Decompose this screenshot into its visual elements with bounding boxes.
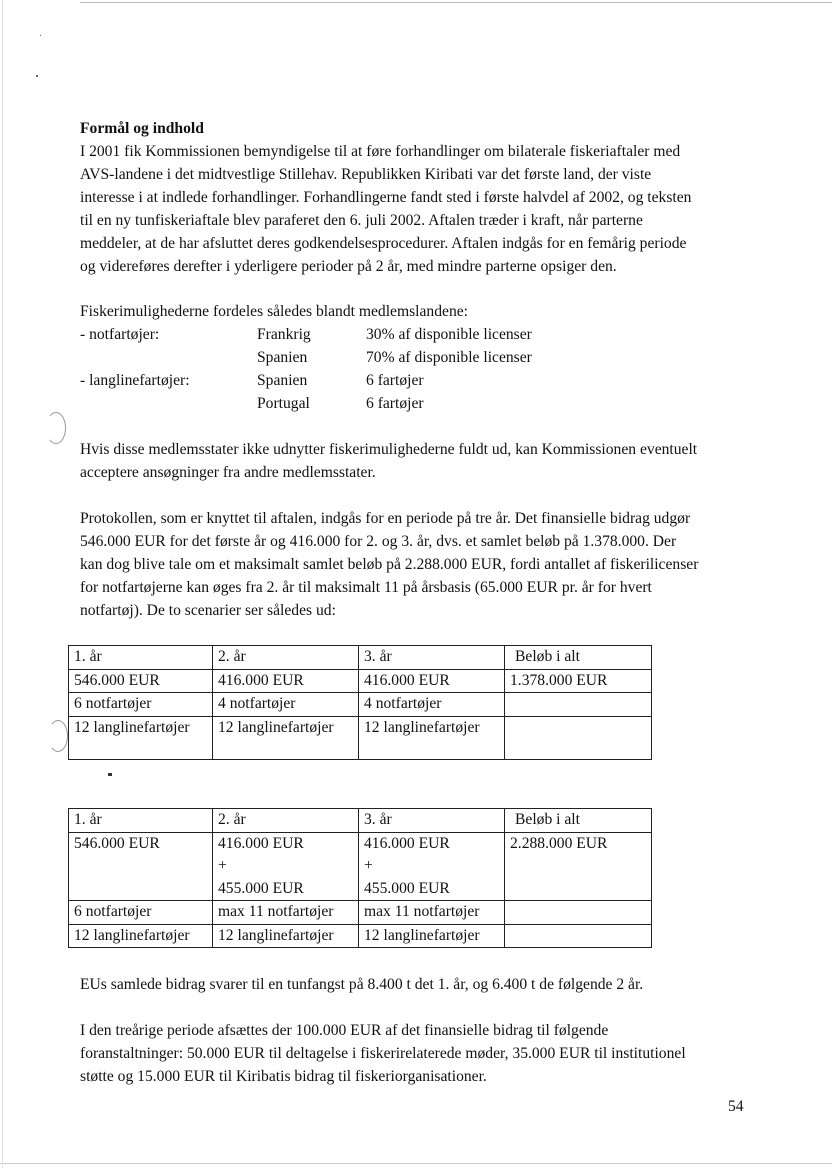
table-cell-multiline (359, 832, 505, 901)
paragraph-line: og videreføres derefter i yderligere perioder på 2 år, med mindre parterne opsiger den. (80, 258, 617, 275)
allocation-country: Frankrig (257, 326, 311, 343)
paragraph-line: AVS-landene i det midtvestlige Stillehav. Republikken Kiribati var det første land, der viste (80, 166, 652, 183)
scan-top-edge (80, 2, 832, 3)
scenario-table-2 (68, 808, 652, 948)
paragraph-line: til en ny tunfiskeriaftale blev paraferet den 6. juli 2002. Aftalen træder i kraft, når parterne (80, 212, 643, 229)
cell-line: 455.000 EUR (364, 879, 450, 897)
table-cell: 12 langlinefartøjer (213, 924, 359, 948)
table-cell: 2.288.000 EUR (505, 832, 652, 901)
table-header-cell: 3. år (359, 809, 505, 833)
table-header-cell: 1. år (69, 646, 213, 670)
paragraph-line: EUs samlede bidrag svarer til en tunfangst på 8.400 t det 1. år, og 6.400 t de følgende 2 år. (80, 976, 644, 993)
allocation-country: Portugal (257, 395, 310, 412)
allocation-type: - langlinefartøjer: (80, 372, 190, 389)
table-header-cell: 3. år (359, 646, 505, 670)
table-cell: 546.000 EUR (69, 832, 213, 901)
allocation-share: 6 fartøjer (366, 395, 424, 412)
allocation-country: Spanien (257, 372, 308, 389)
paragraph-line: meddeler, at de har afsluttet deres godkendelsesprocedurer. Aftalen indgås for en femårig periode (80, 235, 687, 252)
table-cell (505, 901, 652, 925)
table-cell (505, 716, 652, 759)
paragraph-line: I 2001 fik Kommissionen bemyndigelse til at føre forhandlinger om bilaterale fiskeriaftaler med (80, 143, 681, 160)
table-row (69, 669, 652, 693)
table-cell: 4 notfartøjer (359, 693, 505, 717)
paragraph-line: notfartøj). De to scenarier ser således ud: (80, 602, 336, 619)
table-row (69, 924, 652, 948)
section-heading: Formål og indhold (80, 120, 204, 137)
table-row (69, 832, 652, 901)
paragraph-line: Protokollen, som er knyttet til aftalen, indgås for en periode på tre år. Det finansielle bidrag udgør (80, 510, 691, 527)
allocation-share: 30% af disponible licenser (366, 326, 532, 343)
cell-line: 416.000 EUR (364, 834, 450, 852)
punch-hole-mark (46, 412, 66, 444)
paragraph-line: støtte og 15.000 EUR til Kiribatis bidrag til fiskeriorganisationer. (80, 1068, 487, 1085)
punch-hole-mark (48, 720, 68, 752)
table-cell: 12 langlinefartøjer (359, 924, 505, 948)
paragraph-line: interesse i at indlede forhandlinger. Forhandlingerne fandt sted i første halvdel af 2002, og teksten (80, 189, 692, 206)
scan-left-edge (2, 0, 3, 1168)
table-cell: 1.378.000 EUR (505, 669, 652, 693)
allocation-share: 6 fartøjer (366, 372, 424, 389)
table-cell: 6 notfartøjer (69, 901, 213, 925)
allocation-country: Spanien (257, 349, 308, 366)
table-cell: max 11 notfartøjer (213, 901, 359, 925)
table-row (69, 693, 652, 717)
table-cell (505, 924, 652, 948)
paragraph-line: 546.000 EUR for det første år og 416.000 for 2. og 3. år, dvs. et samlet beløb på 1.378.000. Der (80, 533, 677, 550)
cell-line: 455.000 EUR (218, 879, 304, 897)
table-header-row (69, 646, 652, 670)
table-header-cell: 2. år (213, 646, 359, 670)
paragraph-line: Hvis disse medlemsstater ikke udnytter fiskerimulighederne fuldt ud, kan Kommissionen eventuelt (80, 441, 698, 458)
table-cell: max 11 notfartøjer (359, 901, 505, 925)
table-cell: 416.000 EUR (359, 669, 505, 693)
table-cell: 12 langlinefartøjer (213, 716, 359, 759)
table-header-cell: 1. år (69, 809, 213, 833)
paragraph-line: foranstaltninger: 50.000 EUR til deltagelse i fiskerirelaterede møder, 35.000 EUR til institutionel (80, 1045, 686, 1062)
paragraph-line: kan dog blive tale om et maksimalt samlet beløb på 2.288.000 EUR, fordi antallet af fiskerilicenser (80, 556, 699, 573)
table-header-cell: Beløb i alt (505, 809, 652, 833)
table-cell: 546.000 EUR (69, 669, 213, 693)
paragraph-line: I den treårige periode afsættes der 100.000 EUR af det finansielle bidrag til følgende (80, 1022, 609, 1039)
paragraph-line: acceptere ansøgninger fra andre medlemsstater. (80, 464, 376, 481)
cell-line: 416.000 EUR (218, 834, 304, 852)
page-number: 54 (728, 1098, 744, 1115)
table-cell: 416.000 EUR (213, 669, 359, 693)
table-cell: 4 notfartøjer (213, 693, 359, 717)
table-header-row (69, 809, 652, 833)
table-cell (505, 693, 652, 717)
scenario-table-1 (68, 645, 652, 760)
allocation-type: - notfartøjer: (80, 326, 160, 343)
cell-line: + (218, 857, 227, 874)
table-cell: 6 notfartøjer (69, 693, 213, 717)
table-row (69, 901, 652, 925)
allocation-intro: Fiskerimulighederne fordeles således blandt medlemslandene: (80, 303, 468, 320)
table-row (69, 716, 652, 759)
table-cell: 12 langlinefartøjer (359, 716, 505, 759)
table-cell-multiline (213, 832, 359, 901)
scan-speck (40, 35, 41, 36)
scan-bottom-edge (0, 1163, 832, 1164)
table-header-cell: Beløb i alt (505, 646, 652, 670)
table-header-cell: 2. år (213, 809, 359, 833)
table-cell: 12 langlinefartøjer (69, 716, 213, 759)
scan-speck (36, 75, 38, 77)
paragraph-line: for notfartøjerne kan øges fra 2. år til maksimalt 11 på årsbasis (65.000 EUR pr. år for hvert (80, 579, 652, 596)
scan-speck (108, 773, 112, 776)
table-cell: 12 langlinefartøjer (69, 924, 213, 948)
cell-line: + (364, 857, 373, 874)
allocation-share: 70% af disponible licenser (366, 349, 532, 366)
